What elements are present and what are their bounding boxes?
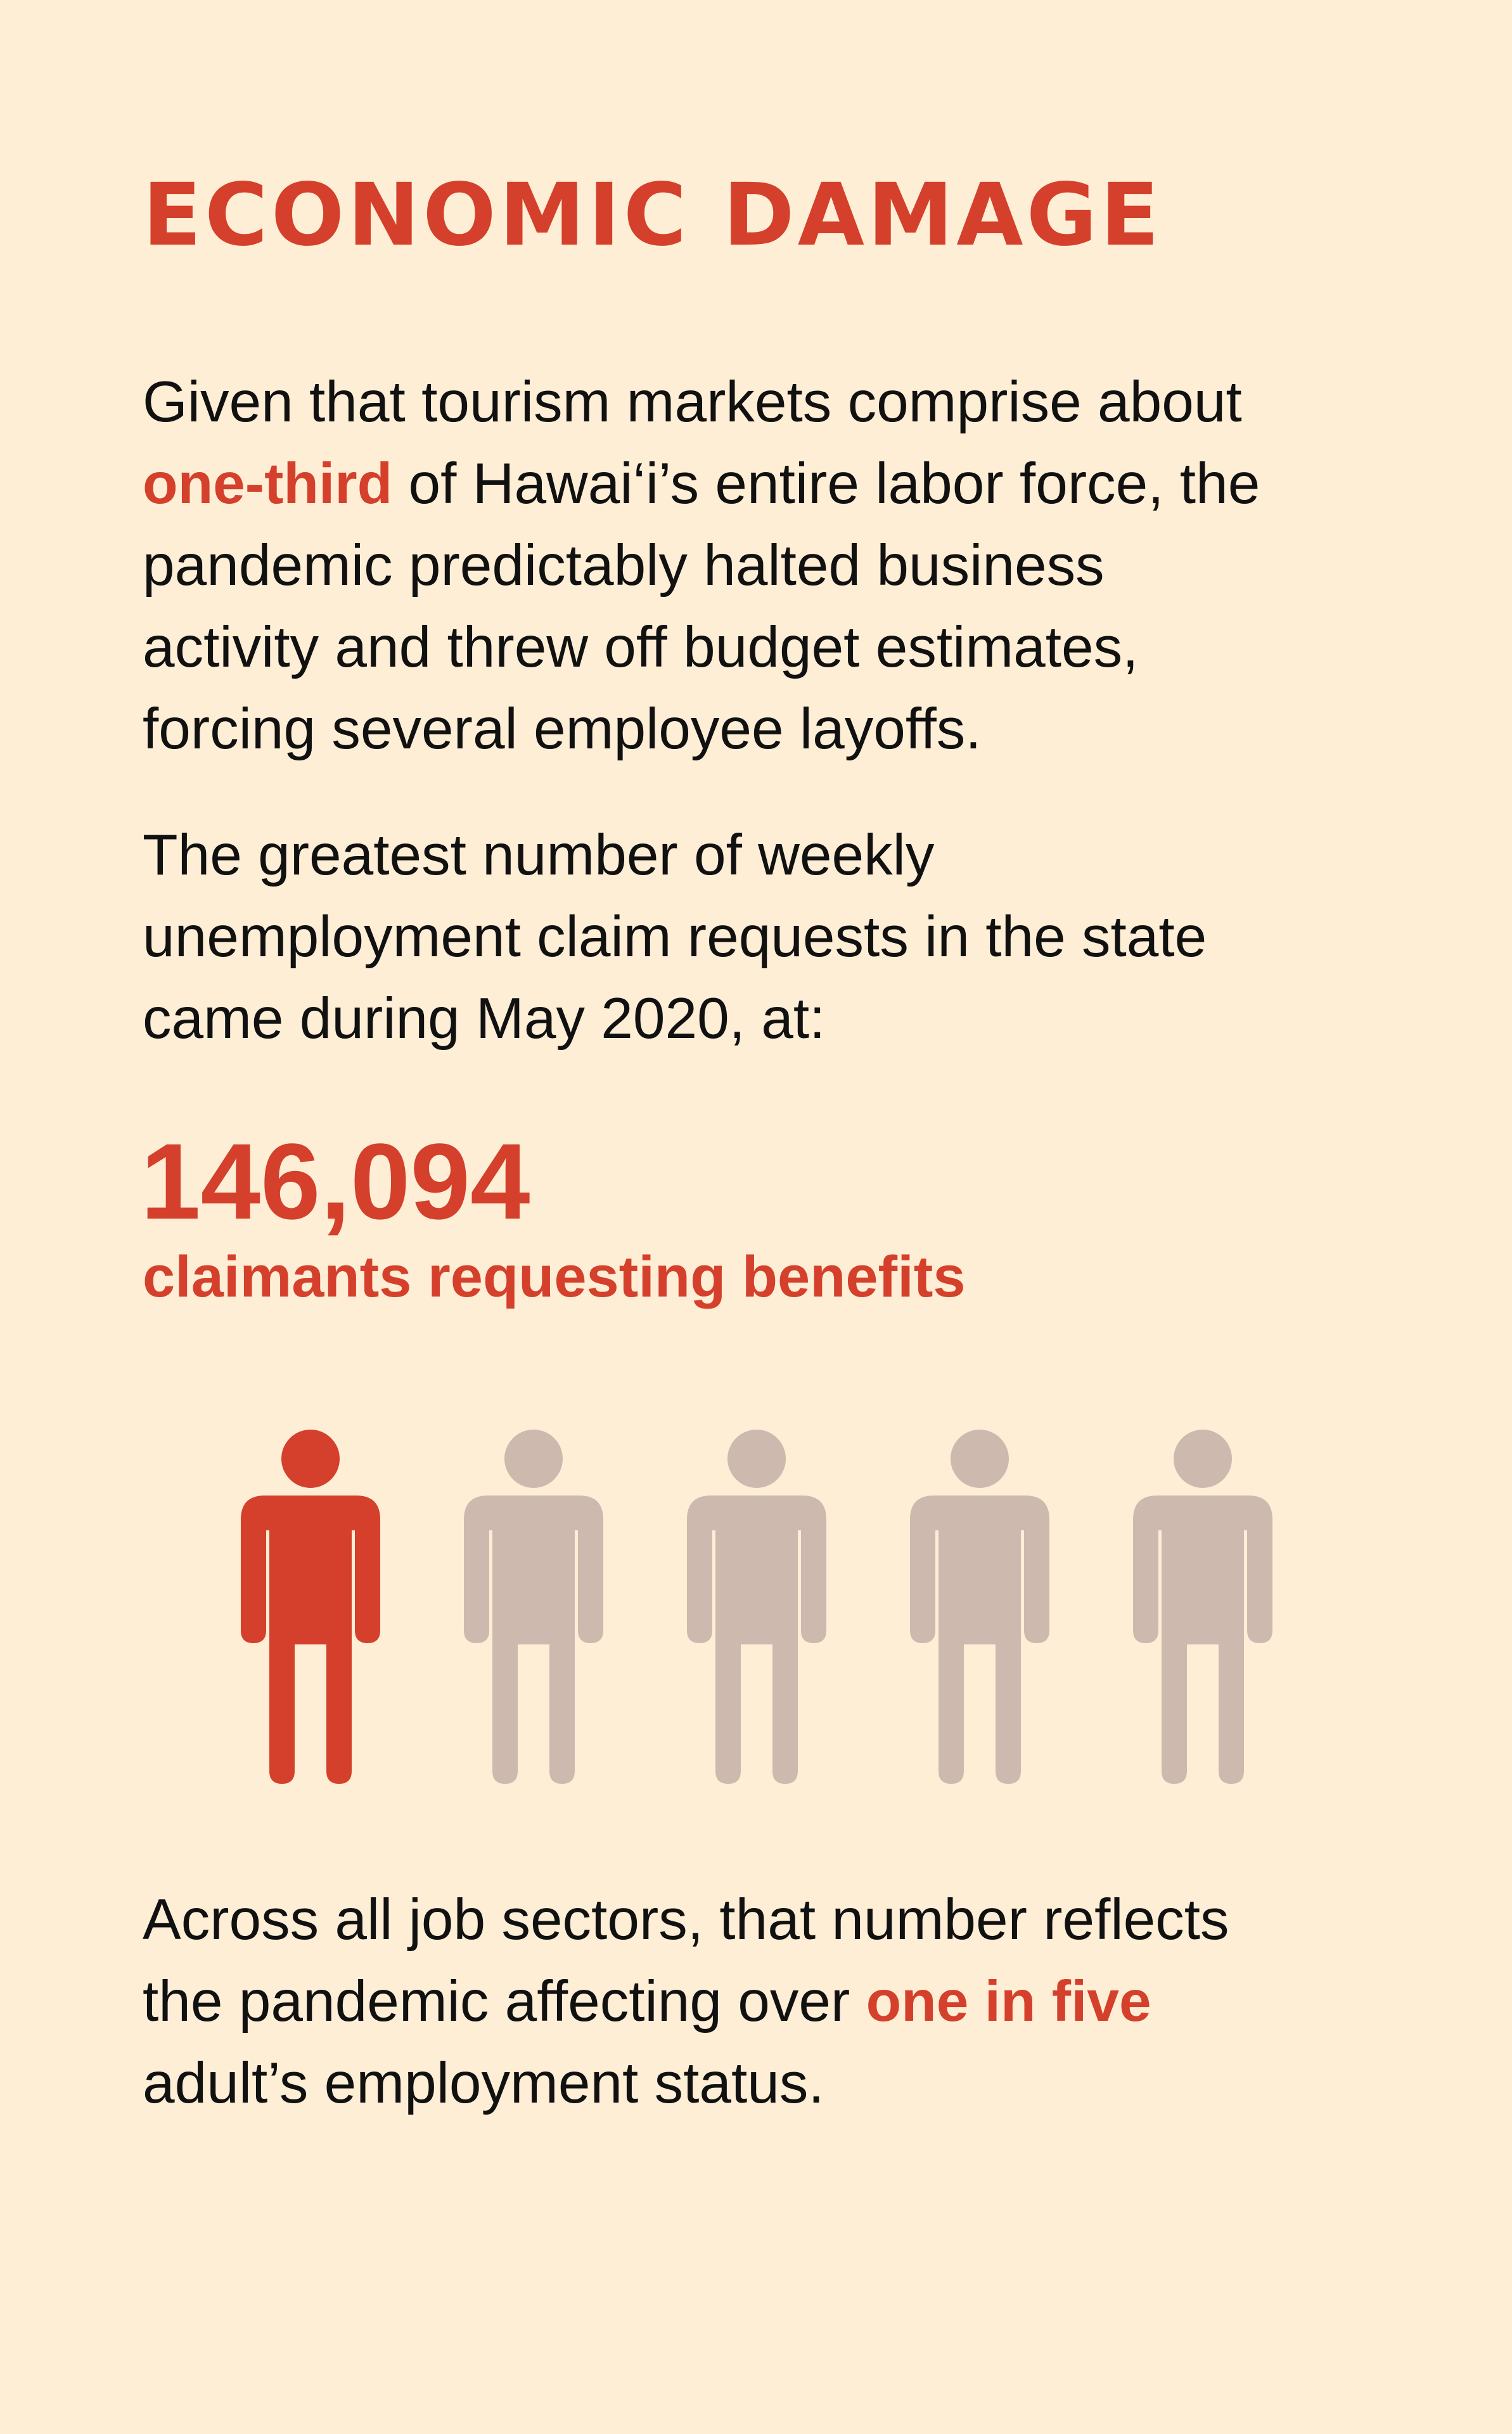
claimants-number: 146,094 <box>141 1122 530 1242</box>
person-icon <box>910 1429 1049 1784</box>
intro-line-2 <box>143 443 1260 525</box>
intro-line-2-rest: of Hawai‘i’s entire labor force, the <box>392 452 1260 516</box>
intro-line-5: forcing several employee layoffs. <box>143 697 982 761</box>
claims-line-1: The greatest number of weekly <box>143 823 935 887</box>
intro-line-1: Given that tourism markets comprise about <box>143 370 1242 434</box>
intro-paragraph <box>143 361 1260 770</box>
conclusion-line-1: Across all job sectors, that number reflects <box>143 1888 1229 1952</box>
conclusion-line-3: adult’s employment status. <box>143 2051 824 2115</box>
highlight-one-in-five: one in five <box>866 1970 1151 2034</box>
conclusion-line-2-start: the pandemic affecting over <box>143 1970 866 2034</box>
conclusion-line-2 <box>143 1961 1229 2042</box>
person-icon <box>241 1429 380 1784</box>
highlight-one-third: one-third <box>143 452 393 516</box>
claims-line-2: unemployment claim requests in the state <box>143 905 1207 969</box>
claims-paragraph <box>143 814 1207 1060</box>
page-title: ECONOMIC DAMAGE <box>143 165 1163 266</box>
person-icon <box>687 1429 826 1784</box>
intro-line-3: pandemic predictably halted business <box>143 534 1105 598</box>
person-icon <box>464 1429 603 1784</box>
person-icon <box>1133 1429 1272 1784</box>
intro-line-4: activity and threw off budget estimates, <box>143 615 1139 679</box>
people-pictogram <box>241 1429 1286 1784</box>
claims-line-3: came during May 2020, at: <box>143 987 826 1051</box>
conclusion-paragraph <box>143 1879 1229 2124</box>
claimants-caption: claimants requesting benefits <box>143 1245 966 1309</box>
